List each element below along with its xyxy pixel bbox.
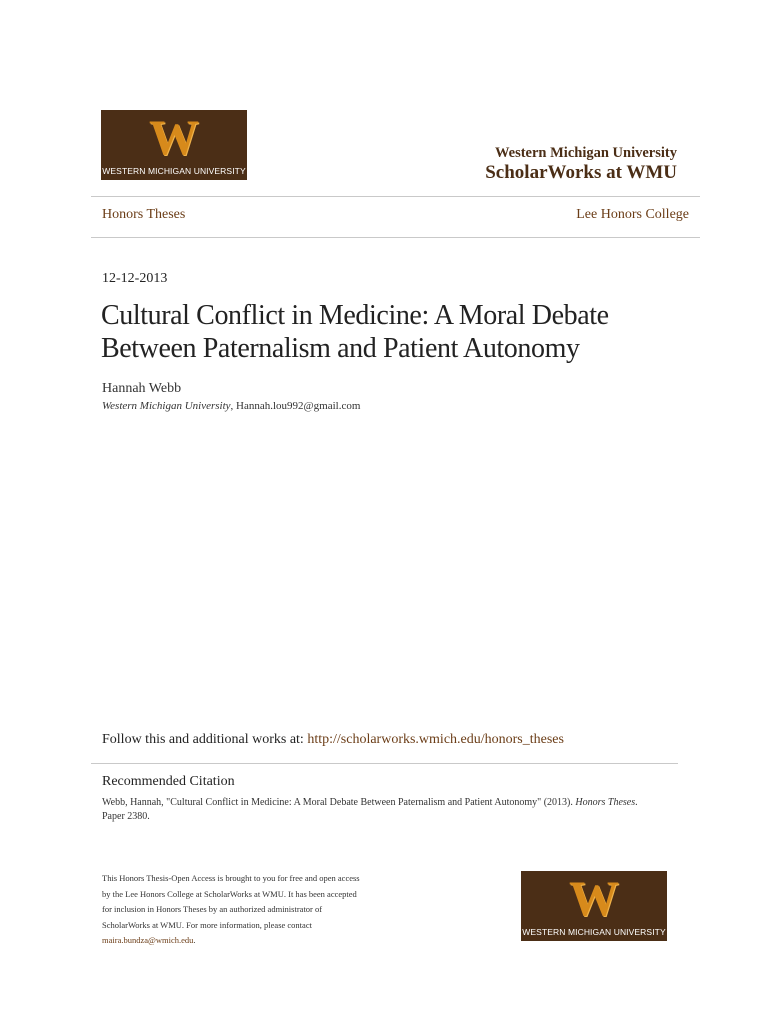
lee-honors-college-link[interactable]: Lee Honors College [576, 207, 689, 222]
wmu-logo [101, 110, 247, 180]
honors-theses-link[interactable]: Honors Theses [102, 207, 186, 222]
notice-line-4: ScholarWorks at WMU. For more information, please contact [102, 919, 312, 930]
citation-text: Webb, Hannah, "Cultural Conflict in Medicine: A Moral Debate Between Paternalism and Patient Autonomy" (2013). Honors Theses. Paper 2380. [102, 797, 638, 822]
author-name: Hannah Webb [102, 381, 182, 396]
wmu-w-mark: W [149, 109, 199, 165]
follow-divider [91, 763, 678, 764]
paper-title-line1: Cultural Conflict in Medicine: A Moral Debate [101, 300, 609, 331]
wmu-footer-w-mark: W [569, 870, 619, 926]
paper-title-line2: Between Paternalism and Patient Autonomy [101, 333, 580, 364]
institution-name: Western Michigan University [494, 145, 677, 161]
citation-heading: Recommended Citation [102, 774, 235, 789]
nav-divider [91, 237, 700, 238]
citation-body: Webb, Hannah, "Cultural Conflict in Medicine: A Moral Debate Between Paternalism and Patient Autonomy" (2013). [102, 797, 576, 808]
follow-label: Follow this and additional works at: [102, 732, 308, 747]
honors-theses-url-link[interactable]: http://scholarworks.wmich.edu/honors_theses [307, 732, 564, 747]
citation-paper-number: Paper 2380. [102, 811, 150, 822]
follow-line [102, 732, 564, 748]
open-access-notice: This Honors Thesis-Open Access is brought to you for free and open access by the Lee Honors College at ScholarWorks at WMU. It has been accepted for inclusion in Honors Theses by an authorized administrator of ScholarWorks at WMU. For more information, please contact maira.bundza@wmich.edu. [102, 873, 360, 945]
header-divider [91, 196, 700, 197]
notice-line-3: for inclusion in Honors Theses by an authorized administrator of [102, 904, 323, 914]
footer-logo-university-name: WESTERN MICHIGAN UNIVERSITY [522, 927, 666, 937]
author-affiliation: Western Michigan University [102, 400, 231, 412]
paper-title [101, 299, 609, 365]
notice-line-2: by the Lee Honors College at ScholarWorks at WMU. It has been accepted [102, 888, 357, 899]
contact-email-link[interactable]: maira.bundza@wmich.edu [102, 935, 194, 945]
author-email: , Hannah.lou992@gmail.com [230, 400, 361, 412]
logo-university-name: WESTERN MICHIGAN UNIVERSITY [102, 166, 246, 176]
notice-line-1: This Honors Thesis-Open Access is brought to you for free and open access [102, 873, 360, 883]
wmu-footer-logo [521, 871, 667, 941]
author-affiliation-line [102, 400, 360, 412]
publication-date: 12-12-2013 [102, 271, 168, 286]
citation-series: Honors Theses [575, 797, 636, 808]
repository-name: ScholarWorks at WMU [485, 162, 677, 183]
